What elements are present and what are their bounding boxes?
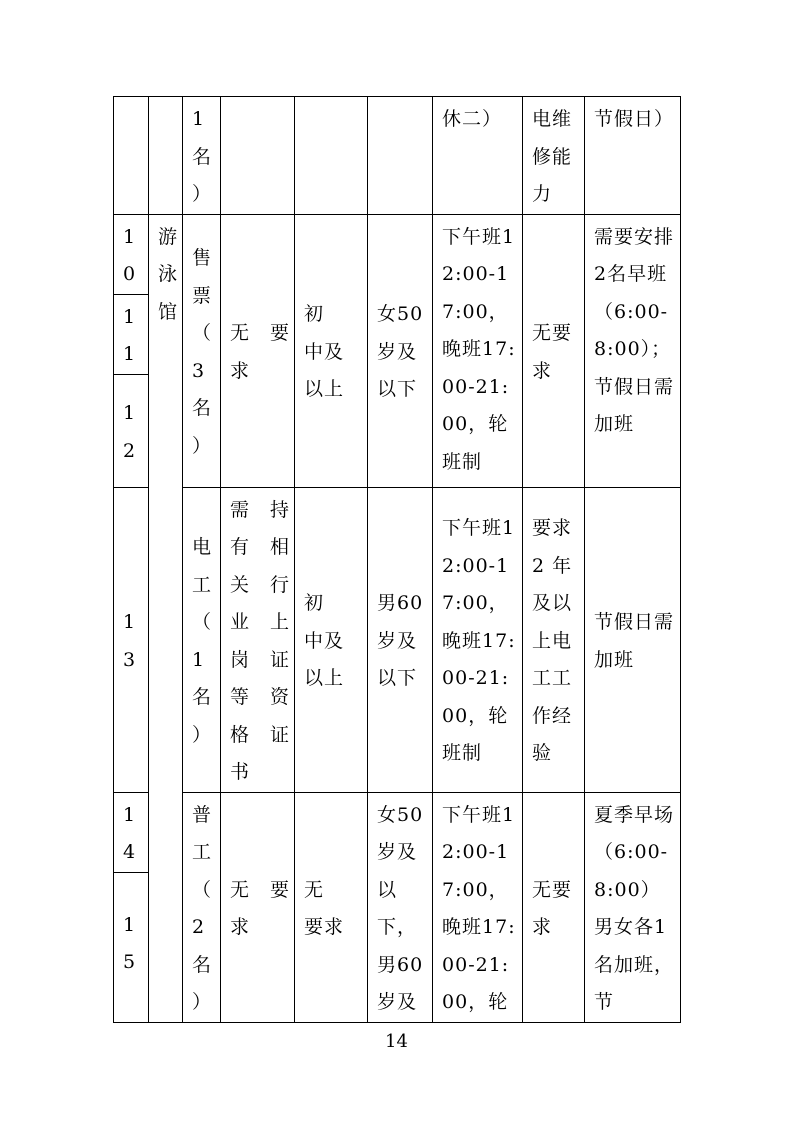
work-time-text: 下午班12:00-17:00，晚班17:00-21:00，轮 — [442, 803, 516, 1013]
education-text: 无 要求 — [304, 878, 345, 938]
experience-cell — [523, 97, 585, 215]
qualification-cell — [221, 97, 295, 215]
number-cell — [114, 214, 149, 294]
number-cell — [114, 374, 149, 487]
education-cell — [295, 214, 368, 487]
row-number: 10 — [123, 225, 136, 285]
experience-text: 无要求 — [532, 322, 573, 382]
position-cell — [183, 792, 221, 1022]
remarks-text: 节假日） — [594, 108, 675, 130]
education-cell — [295, 97, 368, 215]
remarks-text: 需要安排2名早班（6:00-8:00）；节假日需加班 — [594, 225, 675, 435]
row-number: 11 — [123, 305, 136, 365]
table-row — [114, 97, 681, 215]
position-cell — [183, 97, 221, 215]
row-number: 15 — [123, 913, 136, 974]
gender-age-cell — [368, 792, 433, 1022]
experience-cell — [523, 214, 585, 487]
work-time-cell — [433, 97, 523, 215]
number-cell — [114, 97, 149, 215]
remarks-cell — [585, 792, 681, 1022]
position-cell — [183, 487, 221, 792]
row-number: 12 — [123, 402, 136, 462]
table-row — [114, 792, 681, 872]
experience-text: 要求2 年及以上电工工作经验 — [532, 517, 573, 765]
position-text: 普工（2名） — [192, 803, 213, 1013]
number-cell — [114, 294, 149, 374]
remarks-text: 节假日需加班 — [594, 611, 675, 671]
education-cell — [295, 792, 368, 1022]
venue-cell — [149, 97, 183, 215]
qualification-cell — [221, 792, 295, 1022]
education-text: 初 中及 以上 — [304, 592, 365, 690]
remarks-text: 夏季早场（6:00-8:00）男女各1名加班，节 — [594, 803, 675, 1013]
remarks-cell — [585, 214, 681, 487]
experience-text: 无要求 — [532, 878, 573, 938]
work-time-cell — [433, 214, 523, 487]
row-number: 13 — [123, 611, 136, 671]
work-time-cell — [433, 792, 523, 1022]
venue-name: 游泳馆 — [158, 225, 179, 323]
work-time-cell — [433, 487, 523, 792]
experience-cell — [523, 487, 585, 792]
qualification-text: 无 要求 — [230, 322, 291, 382]
work-time-text: 下午班12:00-17:00，晚班17:00-21:00，轮班制 — [442, 517, 516, 765]
qualification-text: 需 持有 相关 行业 上岗 证等 资格 证书 — [230, 498, 291, 783]
position-cell — [183, 214, 221, 487]
gender-age-text: 女50岁及以下 — [377, 303, 424, 401]
position-text: 电工（1名） — [192, 536, 213, 746]
education-text: 初 中及 以上 — [304, 303, 365, 401]
gender-age-cell — [368, 97, 433, 215]
experience-text: 电维修能力 — [532, 108, 573, 205]
position-text: 售票（3名） — [192, 247, 213, 457]
gender-age-cell — [368, 487, 433, 792]
page-number: 14 — [385, 1031, 408, 1052]
gender-age-cell — [368, 214, 433, 487]
work-time-text: 下午班12:00-17:00，晚班17:00-21:00，轮班制 — [442, 225, 516, 473]
gender-age-text: 男60岁及以下 — [377, 592, 424, 690]
experience-cell — [523, 792, 585, 1022]
position-text: 1 名 ） — [192, 108, 213, 205]
number-cell — [114, 487, 149, 792]
row-number: 14 — [123, 803, 136, 863]
gender-age-text: 女50岁及以下，男60岁及 — [377, 803, 424, 1013]
work-time-text: 休二） — [442, 108, 503, 130]
qualification-text: 无 要求 — [230, 878, 291, 938]
venue-cell — [149, 214, 183, 1022]
table-row — [114, 214, 681, 294]
remarks-cell — [585, 487, 681, 792]
qualification-cell — [221, 487, 295, 792]
qualification-cell — [221, 214, 295, 487]
number-cell — [114, 872, 149, 1022]
recruitment-table — [113, 96, 681, 1023]
number-cell — [114, 792, 149, 872]
education-cell — [295, 487, 368, 792]
table-row — [114, 487, 681, 792]
remarks-cell — [585, 97, 681, 215]
